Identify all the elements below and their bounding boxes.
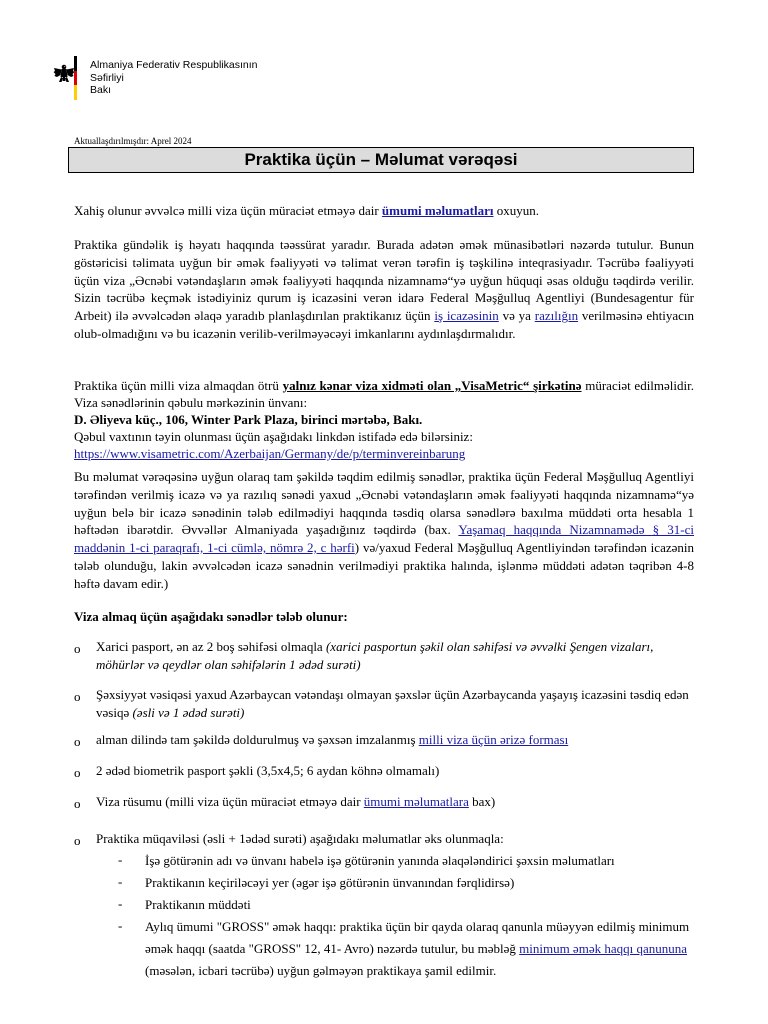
visametric-text: Praktika üçün milli viza almaqdan ötrü	[74, 378, 283, 393]
contract-employer-details: İşə götürənin adı və ünvanı habelə işə götürənin yanında əlaqələndirici şəxsin məlumatları	[145, 853, 615, 868]
contract-location: Praktikanın keçiriləcəyi yer (əgər işə götürənin ünvanından fərqlidirsə)	[145, 875, 515, 890]
application-form-link[interactable]: milli viza üçün ərizə forması	[418, 732, 569, 747]
visametric-address: D. Əliyeva küç., 106, Winter Park Plaza, birinci mərtəbə, Bakı.	[74, 412, 423, 427]
processing-time-paragraph	[74, 468, 694, 593]
doc-passport	[96, 638, 694, 674]
appointment-text: Qəbul vaxtının təyin olunması üçün aşağıdakı linkdən istifadə edə bilərsiniz:	[74, 429, 473, 444]
doc-photos: 2 ədəd biometrik pasport şəkli (3,5x4,5; 6 aydan köhnə olmamalı)	[96, 763, 440, 778]
bullet-marker: o	[74, 734, 81, 749]
doc-visa-fee	[96, 793, 694, 811]
org-line-2: Səfirliyi	[90, 71, 124, 84]
doc-passport-text: Xarici pasport, ən az 2 boş səhifəsi olmaqla	[96, 639, 326, 654]
bullet-marker: o	[74, 641, 81, 656]
intro-paragraph	[74, 202, 694, 220]
flag-stripe-gold	[74, 85, 77, 100]
visametric-paragraph	[74, 377, 694, 462]
flag-stripe-red	[74, 71, 77, 86]
internship-paragraph	[74, 236, 694, 343]
work-permit-link[interactable]: iş icazəsinin	[434, 308, 499, 324]
processing-text-2: ) və/yaxud Federal Məşğulluq Agentliyindən tərəfindən icazənin tələb olunduğu, lakin əvvəlcədən icazə sənədnin verilmədiyi praktika halında, işlənmə müddəti adətən təqribən 4-8 həftə davam edir.)	[74, 540, 694, 591]
general-info-link[interactable]: ümumi məlumatları	[381, 203, 494, 218]
bullet-marker: o	[74, 833, 81, 848]
doc-fee-text-end: bax)	[468, 794, 496, 809]
org-line-3: Bakı	[90, 84, 112, 96]
intro-text-end: oxuyun.	[493, 203, 539, 218]
salary-text: Aylıq ümumi "GROSS" əmək haqqı: praktika üçün bir qayda olaraq qanunla müəyyən edilmiş minimum əmək haqqı (saatda "GROSS" 12, 41- Avro) nəzərdə tutulur, bu məbləğ	[145, 919, 690, 956]
federal-eagle-icon	[52, 62, 76, 86]
visametric-text-2: müraciət edilməlidir. Viza sənədlərinin qəbulu mərkəzinin ünvanı:	[74, 378, 695, 410]
bullet-marker: o	[74, 796, 81, 811]
org-line-1: Almaniya Federativ Respublikasının	[90, 59, 258, 71]
salary-text-2: (məsələn, icbari təcrübə) uyğun gəlməyən praktikaya şamil edilmir.	[145, 963, 497, 978]
bullet-marker: o	[74, 689, 81, 704]
visametric-emphasis: yalnız kənar viza xidməti olan „VisaMetric“ şirkətinə	[282, 378, 582, 393]
flag-stripe-black	[74, 56, 77, 71]
internship-text: Praktika gündəlik iş həyatı haqqında təəssürat yaradır. Burada adətən əmək münasibətləri nəzərdə tutulur. Bunun göstəricisi təlimata uyğun bir əmək fəaliyyəti və təlimat verən tərəfin iş təşkilinə inteqrasiyadır. Təcrübə fəaliyyəti üçün viza „Əcnəbi vətəndaşların əmək fəaliyyəti haqqında nizamnamə“yə uyğun hüquqi əsas olduğu təqdirdə verilir. Sizin təcrübə keçmək istədiyiniz qurum iş icazəsini verən idarə Federal Məşğulluq Agentliyi (Bundesagentur für Arbeit) ilə əvvəlcədən əlaqə yaradıb planlaşdırılan praktikanız üçün	[74, 237, 694, 324]
bullet-marker: o	[74, 765, 81, 780]
doc-fee-text: Viza rüsumu (milli viza üçün müraciət etməyə dair	[96, 794, 364, 809]
doc-passport-note: (xarici pasportun şəkil olan səhifəsi və əvvəlki Şengen vizaları, möhürlər və qeydlər olan səhifələrin 1 ədəd surəti)	[96, 639, 654, 672]
dash-marker: -	[118, 852, 123, 867]
doc-identity-text: Şəxsiyyət vəsiqəsi yaxud Azərbaycan vətəndaşı olmayan şəxslər üçün Azərbaycanda yaşayış icazəsini təsdiq edən vəsiqə	[96, 687, 689, 720]
doc-application-form	[96, 731, 694, 749]
consent-link[interactable]: razılığın	[534, 308, 579, 324]
intro-text: Xahiş olunur əvvəlcə milli viza üçün müraciət etməyə dair	[74, 203, 382, 218]
german-flag-bar	[74, 56, 77, 100]
internship-text-2: və ya	[498, 308, 535, 324]
contract-salary	[145, 916, 694, 982]
documents-heading: Viza almaq üçün aşağıdakı sənədlər tələb olunur:	[74, 609, 348, 624]
dash-marker: -	[118, 918, 123, 933]
processing-text: Bu məlumat vərəqəsinə uyğun olaraq tam şəkildə təqdim edilmiş sənədlər, praktika üçün Federal Məşğulluq Agentliyi tərəfindən verilmiş icazə və ya razılıq sənədi yaxud „Əcnəbi vətəndaşların əmək fəaliyyəti haqqında nizamnamə“yə uyğun belə bir icazə sənədinin tələb edilmədiyi haqqında təsdiq olarsa sənədlərə baxılma müddəti orta hesabla 1 həftədən ibarətdir. Əvvəllər Almaniyada yaşadığınız təqdirdə (bax.	[74, 469, 694, 538]
doc-internship-contract: Praktika müqaviləsi (əsli + 1ədəd surəti) aşağıdakı məlumatlar əks olunmaqla:	[96, 831, 504, 846]
dash-marker: -	[118, 896, 123, 911]
general-info-link-2[interactable]: ümumi məlumatlara	[363, 794, 469, 809]
dash-marker: -	[118, 874, 123, 889]
page-title: Praktika üçün – Məlumat vərəqəsi	[68, 147, 694, 173]
embassy-name	[90, 59, 258, 97]
appointment-url-link[interactable]: https://www.visametric.com/Azerbaijan/Germany/de/p/terminvereinbarung	[74, 446, 466, 461]
updated-date: Aktuallaşdırılmışdır: Aprel 2024	[74, 136, 192, 146]
doc-application-text: alman dilində tam şəkildə doldurulmuş və şəxsən imzalanmış	[96, 732, 419, 747]
minimum-wage-law-link[interactable]: minimum əmək haqqı qanununa	[519, 941, 688, 956]
contract-duration: Praktikanın müddəti	[145, 897, 251, 912]
residence-act-link[interactable]: Yaşamaq haqqında Nizamnamədə § 31-ci maddənin 1-ci paraqrafı, 1-ci cümlə, nömrə 2, c hərfi	[74, 522, 694, 556]
internship-text-3: verilməsinə ehtiyacın olub-olmadığını və bu icazənin verilib-verilməyəcəyi imkanlarını aydınlaşdırmalıdır.	[74, 308, 694, 341]
doc-identity-note: (əsli və 1 ədəd surəti)	[132, 704, 245, 720]
doc-identity	[96, 686, 694, 722]
